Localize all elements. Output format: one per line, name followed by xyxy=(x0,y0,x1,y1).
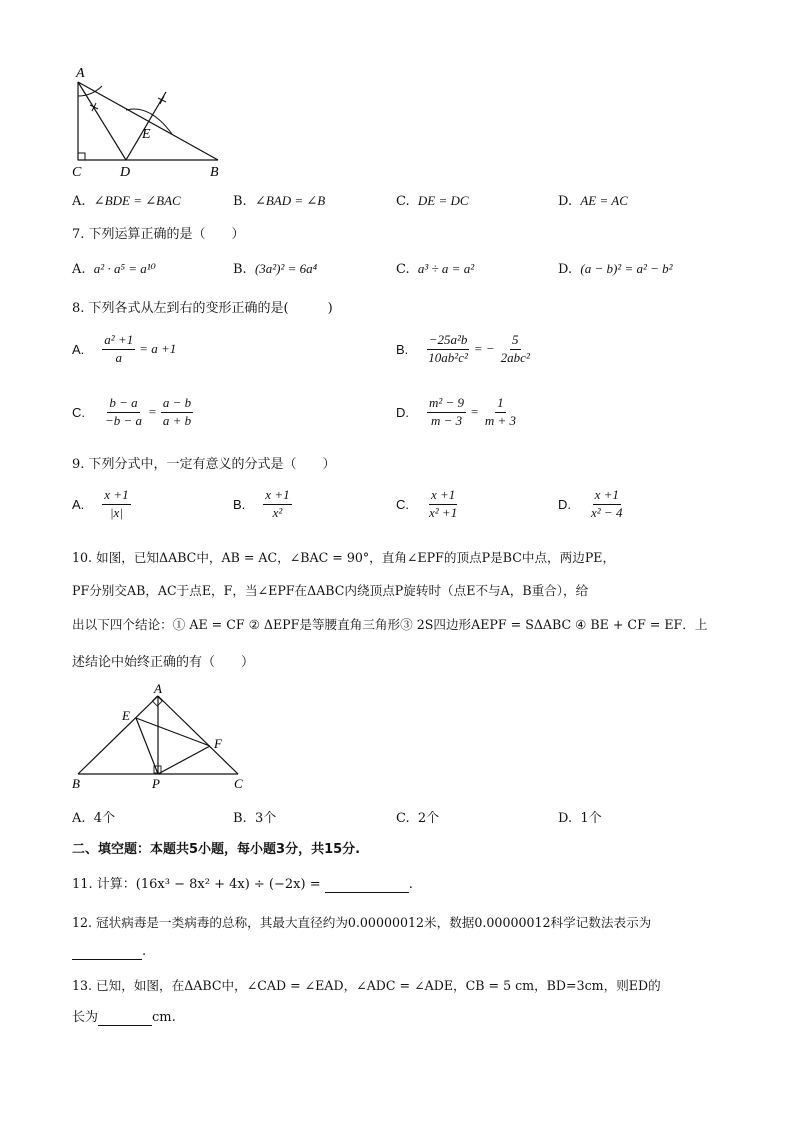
q8-option-a[interactable]: A. $\frac{\text{a² +1}}{a}$ = a +1 xyxy=(72,332,177,365)
q10-option-b[interactable]: B. 3个 xyxy=(233,811,277,826)
q7-stem: 7. 下列运算正确的是（ ） xyxy=(72,227,245,242)
q8-d-fraction-right: $\frac{1}{m + 3}$ xyxy=(484,395,517,428)
q8-c-fraction-right: $\frac{a - b}{a + b}$ xyxy=(162,395,192,428)
q6-option-a[interactable]: A. ∠BDE = ∠BAC xyxy=(72,193,181,209)
q10-option-c[interactable]: C. 2个 xyxy=(396,811,440,826)
q6-option-b[interactable]: B. ∠BAD = ∠B xyxy=(233,193,326,209)
q11-text: 11. 计算：(16x³ − 8x² + 4x) ÷ (−2x) = xyxy=(72,877,321,892)
q8-option-d[interactable]: D. $\frac{\text{m² − 9}}{m - 3}$ = $\frac{1}{m + 3}$ xyxy=(396,395,517,428)
fig2-label-e: E xyxy=(122,708,130,723)
fig1-label-a: A xyxy=(76,66,85,81)
figure-triangle-epf xyxy=(70,682,260,792)
q6-option-c[interactable]: C. DE = DC xyxy=(396,193,469,209)
q8-c-fraction-left: $\frac{b - a}{-b - a}$ xyxy=(105,395,143,428)
q13-line-1: 13. 已知，如图，在ΔABC中，∠CAD = ∠EAD，∠ADC = ∠ADE，CB = 5 cm，BD=3cm，则ED的 xyxy=(72,978,661,993)
fig1-label-e: E xyxy=(142,127,151,142)
fig1-label-d: D xyxy=(120,165,131,180)
q12-answer-blank[interactable] xyxy=(72,944,142,960)
q8-a-fraction: $\frac{\text{a² +1}}{a}$ xyxy=(104,332,134,365)
q7-option-b[interactable]: B. (3a²)² = 6a⁴ xyxy=(233,261,318,277)
fig2-label-c: C xyxy=(234,776,243,791)
fig2-label-b: B xyxy=(72,776,80,791)
q9-option-a[interactable]: A. $\frac{x +1}{|x|}$ xyxy=(72,487,129,520)
figure-triangle-abc xyxy=(60,62,240,182)
fig2-label-a: A xyxy=(154,682,162,696)
q9-option-d[interactable]: D. $\frac{x +1}{\text{x² − 4}}$ xyxy=(558,487,623,520)
fig2-label-p: P xyxy=(152,776,160,791)
q8-b-fraction-left: $\frac{\text{−25a²b}}{\text{10ab²c²}}$ xyxy=(428,332,468,365)
q8-option-c[interactable]: C. $\frac{b - a}{-b - a}$ = $\frac{a - b}{a + b}$ xyxy=(72,395,192,428)
q9-option-b[interactable]: B. $\frac{x +1}{\text{x²}}$ xyxy=(233,487,290,520)
q8-option-b[interactable]: B. $\frac{\text{−25a²b}}{\text{10ab²c²}}$ = − $\frac{5}{\text{2abc²}}$ xyxy=(396,332,530,365)
q8-d-fraction-left: $\frac{\text{m² − 9}}{m - 3}$ xyxy=(429,395,465,428)
q7-option-d[interactable]: D. (a − b)² = a² − b² xyxy=(558,261,673,277)
q11-answer-blank[interactable] xyxy=(325,877,409,893)
q11: 11. 计算：(16x³ − 8x² + 4x) ÷ (−2x) = . xyxy=(72,877,413,892)
q13-line-2: 长为 cm. xyxy=(72,1010,176,1025)
q8-b-fraction-right: $\frac{5}{\text{2abc²}}$ xyxy=(500,332,530,365)
q10-line-3: 出以下四个结论：① AE = CF ② ΔEPF是等腰直角三角形③ 2S四边形AEPF = SΔABC ④ BE + CF = EF．上 xyxy=(72,617,708,632)
q7-option-c[interactable]: C. a³ ÷ a = a² xyxy=(396,261,475,277)
fig1-label-c: C xyxy=(72,165,82,180)
fig1-label-b: B xyxy=(210,165,219,180)
q12-line-2: . xyxy=(72,944,146,960)
q10-line-4: 述结论中始终正确的有（ ） xyxy=(72,655,255,670)
q7-option-a[interactable]: A. a² · a⁵ = a¹⁰ xyxy=(72,261,156,277)
q9-stem: 9. 下列分式中，一定有意义的分式是（ ） xyxy=(72,457,336,472)
section-heading: 二、填空题：本题共5小题，每小题3分，共15分. xyxy=(72,842,361,857)
q6-option-d[interactable]: D. AE = AC xyxy=(558,193,628,209)
q13-answer-blank[interactable] xyxy=(98,1010,152,1026)
q10-option-a[interactable]: A. 4个 xyxy=(72,811,116,826)
q10-option-d[interactable]: D. 1个 xyxy=(558,811,602,826)
q9-option-c[interactable]: C. $\frac{x +1}{\text{x² +1}}$ xyxy=(396,487,458,520)
q10-line-2: PF分别交AB，AC于点E，F，当∠EPF在ΔABC内绕顶点P旋转时（点E不与A，B重合），给 xyxy=(72,583,589,598)
fig2-label-f: F xyxy=(214,736,222,751)
q10-line-1: 10. 如图，已知ΔABC中，AB = AC，∠BAC = 90°，直角∠EPF的顶点P是BC中点，两边PE， xyxy=(72,550,616,565)
q8-stem: 8. 下列各式从左到右的变形正确的是( ) xyxy=(72,301,333,316)
q12-line-1: 12. 冠状病毒是一类病毒的总称，其最大直径约为0.00000012米，数据0.00000012科学记数法表示为 xyxy=(72,915,652,930)
